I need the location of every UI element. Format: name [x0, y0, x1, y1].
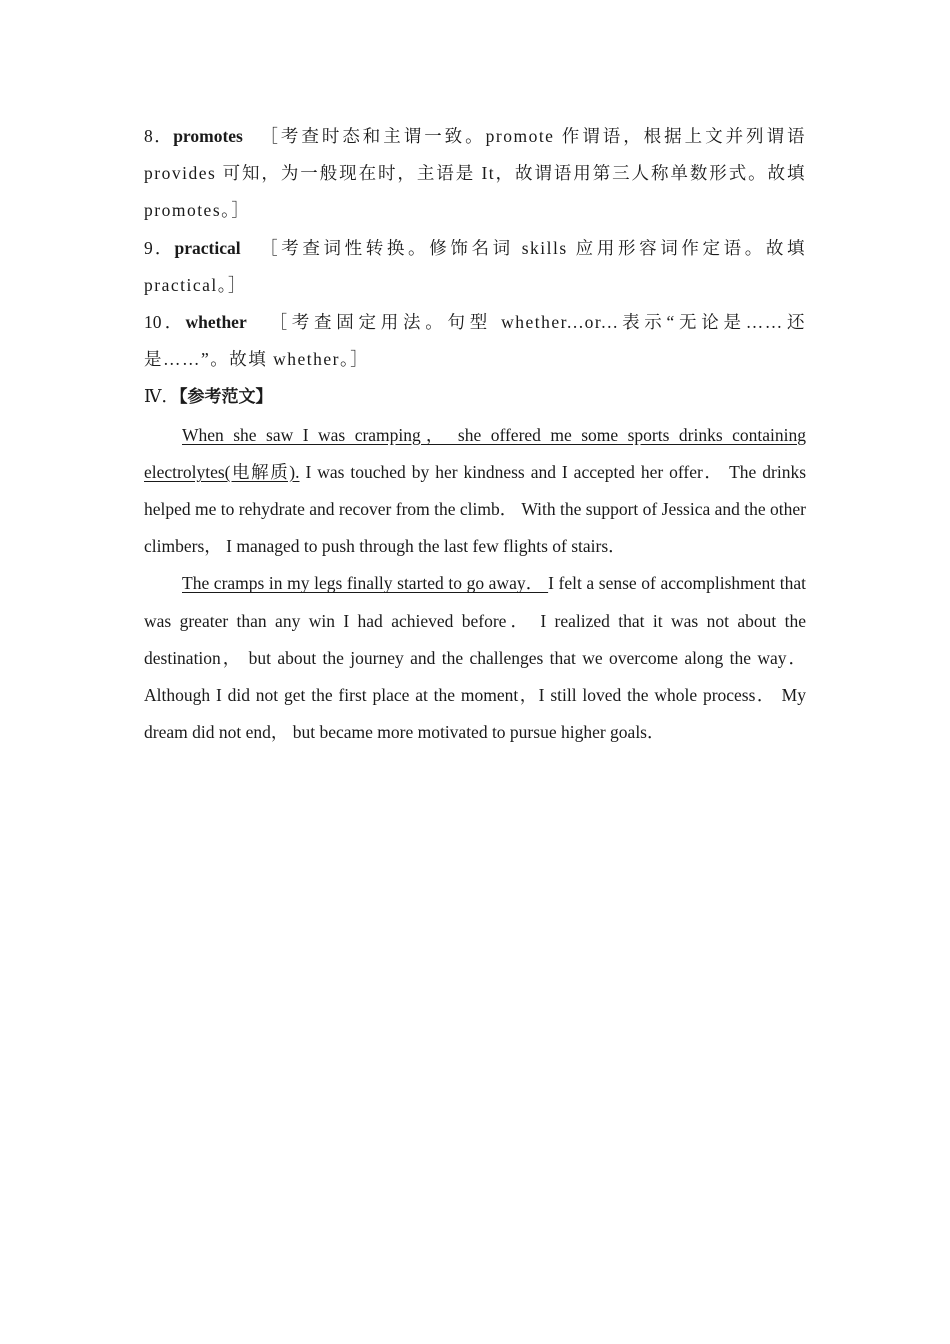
- answer-item-9: [144, 230, 806, 304]
- item-number: 9．: [144, 237, 175, 258]
- essay-underlined-sentence: The cramps in my legs finally started to go away．: [182, 573, 549, 594]
- answer-item-10: [144, 304, 806, 378]
- item-answer: promotes: [173, 126, 243, 146]
- item-explanation: ［考查词性转换。修饰名词 skills 应用形容词作定语。故填 practical。］: [144, 237, 807, 295]
- item-answer: whether: [185, 312, 247, 333]
- essay-paragraph-2: [144, 565, 806, 751]
- essay-underlined-sentence: When she saw I was cramping， she offered me some sports drinks containing electrolytes(电解质).: [144, 424, 806, 482]
- item-explanation: ［考查固定用法。句型 whether...or...表示“无论是……还是……”。故填 whether。］: [144, 312, 807, 370]
- item-answer: practical: [174, 237, 241, 258]
- document-page: [144, 118, 806, 751]
- essay-paragraph-1: [144, 417, 806, 566]
- section-numeral: Ⅳ．: [144, 386, 179, 407]
- essay-paragraph-text: I felt a sense of accomplishment that was greater than any win I had achieved before． I realized that it was not about the destination， but about the journey and the challenges that we overcome along the way． Although I did not get the first place at the moment，I still loved the whole process． My dream did not end， but became more motivated to pursue higher goals．: [144, 573, 806, 743]
- essay-paragraph-text: I was touched by her kindness and I accepted her offer． The drinks helped me to rehydrate and recover from the climb． With the support of Jessica and the other climbers， I managed to push through the last few flights of stairs．: [144, 461, 807, 557]
- answer-item-8: [144, 118, 806, 230]
- item-number: 8．: [144, 126, 174, 146]
- section-heading: [144, 378, 806, 416]
- section-title: 【参考范文】: [178, 387, 273, 408]
- item-explanation: ［考查时态和主谓一致。promote 作谓语，根据上文并列谓语 provides 可知，为一般现在时，主语是 It，故谓语用第三人称单数形式。故填 promotes。］: [144, 126, 806, 221]
- item-number: 10．: [144, 312, 186, 333]
